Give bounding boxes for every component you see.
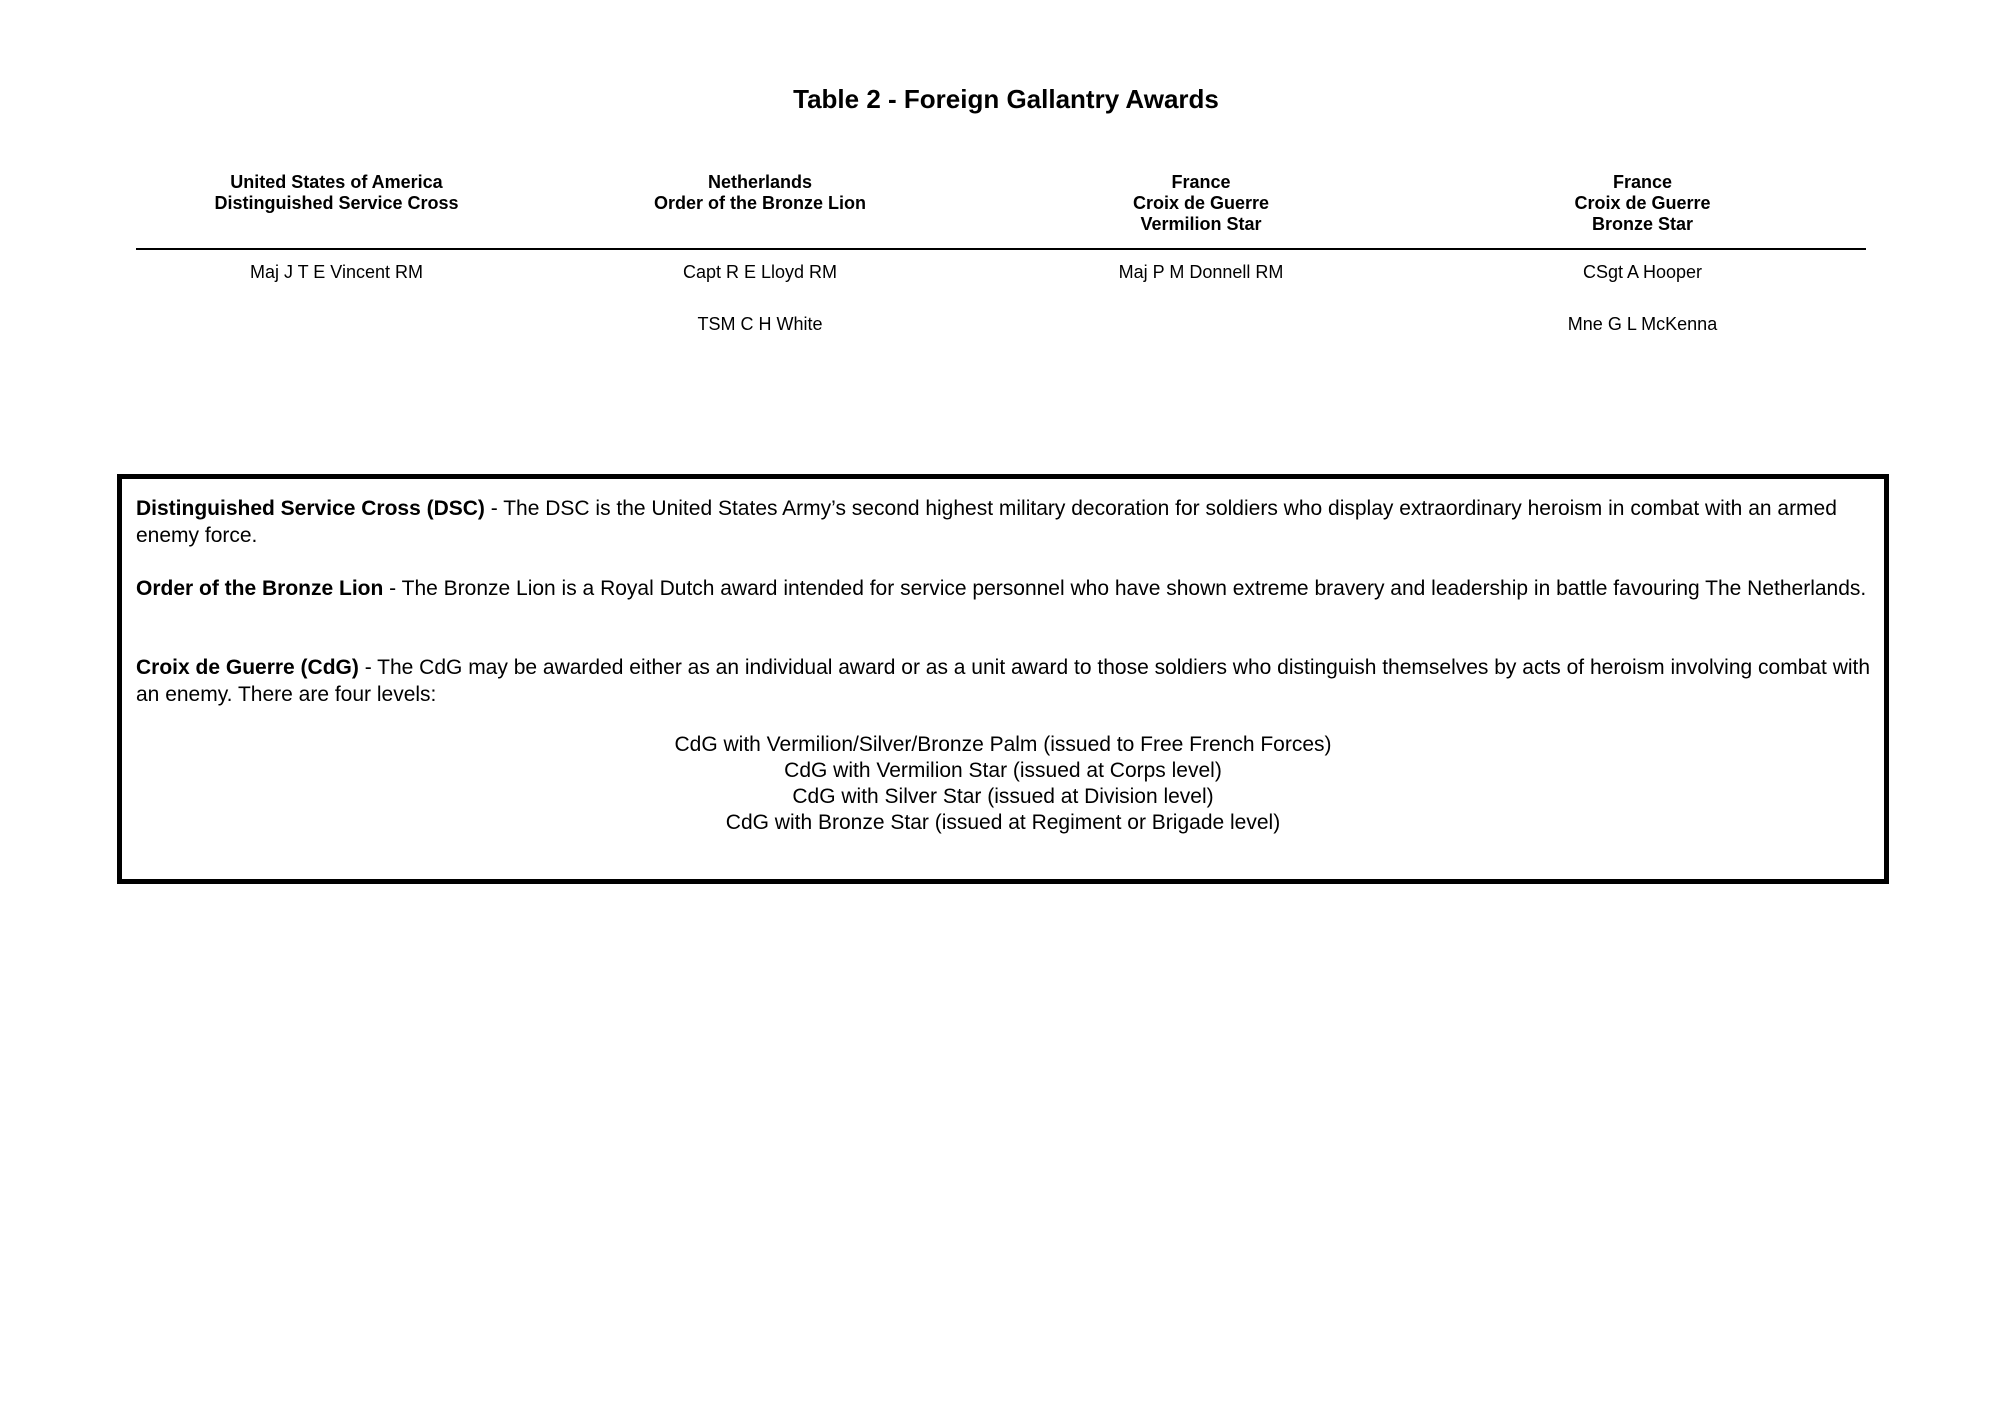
definition-term: Order of the Bronze Lion [136,577,384,600]
header-award: Croix de Guerre [1574,193,1711,213]
recipient-name: CSgt A Hooper [1582,262,1703,282]
definition-text: - The DSC is the United States Army’s second highest military decoration for soldiers who display extraordinary heroism in combat with an armed enemy force. [136,497,1837,547]
definition-term: Croix de Guerre (CdG) [136,656,359,679]
recipient-name: Capt R E Lloyd RM [682,262,838,282]
column-header-netherlands [537,172,983,214]
definition-bronze-lion [136,575,1876,602]
header-award: Croix de Guerre [1132,193,1270,213]
column-header-usa [136,172,537,214]
cdg-levels-list [122,732,1884,836]
header-award-grade: Vermilion Star [1140,214,1262,234]
award-definitions-box [117,474,1889,884]
header-award: Distinguished Service Cross [214,193,459,213]
column-recipients-france-bronze [1419,262,1866,366]
column-recipients-netherlands [537,262,983,366]
header-country: France [1612,172,1673,192]
recipient-name: TSM C H White [697,314,823,334]
cdg-level-item: CdG with Vermilion/Silver/Bronze Palm (issued to Free French Forces) [674,733,1332,756]
column-recipients-france-vermilion [983,262,1419,366]
definition-dsc [136,495,1876,549]
definition-term: Distinguished Service Cross (DSC) [136,497,485,520]
header-award-grade: Bronze Star [1591,214,1694,234]
header-country: Netherlands [707,172,813,192]
table-body [136,250,1866,366]
header-country: France [1171,172,1231,192]
cdg-level-item: CdG with Silver Star (issued at Division level) [792,785,1214,808]
column-header-france-bronze [1419,172,1866,235]
recipient-name: Maj J T E Vincent RM [249,262,424,282]
recipient-name: Maj P M Donnell RM [1118,262,1284,282]
column-recipients-usa [136,262,537,366]
definition-text: - The Bronze Lion is a Royal Dutch award intended for service personnel who have shown extreme bravery and leadership in battle favouring The Netherlands. [383,577,1867,600]
column-header-france-vermilion [983,172,1419,235]
cdg-level-item: CdG with Bronze Star (issued at Regiment or Brigade level) [725,811,1281,834]
page-title: Table 2 - Foreign Gallantry Awards [793,84,1219,114]
table-header [136,172,1866,248]
awards-table [136,172,1866,366]
cdg-level-item: CdG with Vermilion Star (issued at Corps level) [784,759,1222,782]
definition-text: - The CdG may be awarded either as an individual award or as a unit award to those soldiers who distinguish themselves by acts of heroism involving combat with an enemy. There are four levels: [136,656,1871,706]
header-award: Order of the Bronze Lion [653,193,866,213]
definition-croix-de-guerre [136,654,1876,708]
recipient-name: Mne G L McKenna [1567,314,1718,334]
header-country: United States of America [230,172,443,192]
